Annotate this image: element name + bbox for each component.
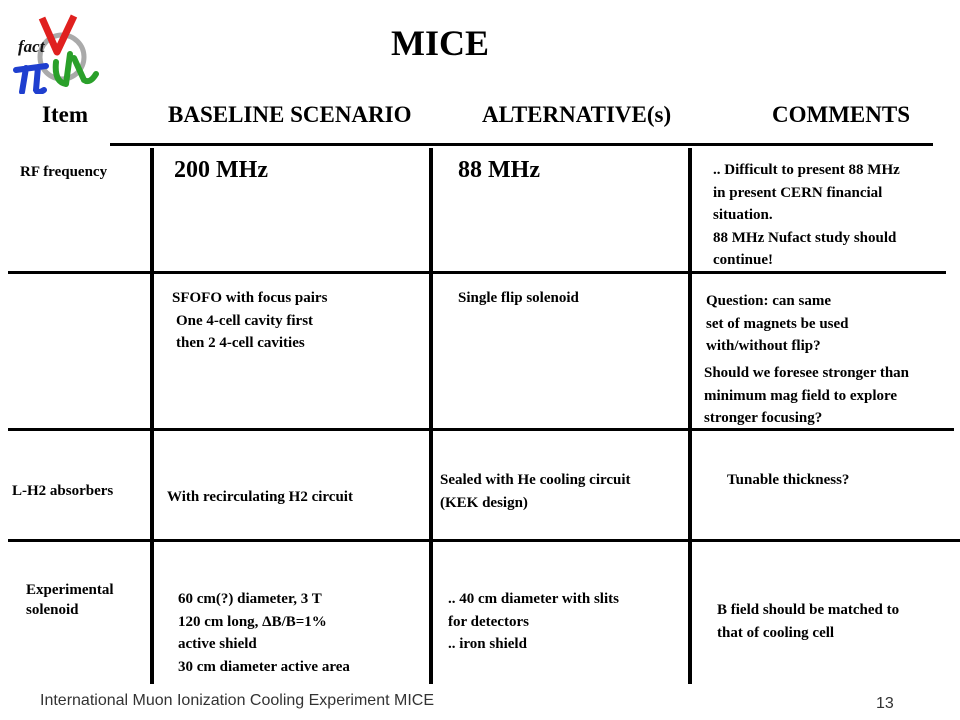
absorbers-baseline: With recirculating H2 circuit	[167, 489, 353, 505]
absorbers-alternative-line: (KEK design)	[440, 494, 528, 511]
column-divider-1	[150, 148, 154, 684]
rf-comment-line: in present CERN financial	[713, 184, 883, 201]
page-number: 13	[876, 695, 894, 712]
header-divider	[110, 143, 933, 146]
row-label-rf-frequency: RF frequency	[20, 164, 108, 180]
rf-baseline-value: 200 MHz	[174, 157, 268, 183]
header-alternative: ALTERNATIVE(s)	[482, 102, 672, 127]
solenoid-baseline-line: 30 cm diameter active area	[178, 658, 350, 675]
rf-comment-line: continue!	[713, 252, 773, 268]
optics-baseline	[172, 287, 327, 355]
header-item: Item	[42, 102, 88, 127]
optics-baseline-line: then 2 4-cell cavities	[176, 335, 305, 351]
header-comments: COMMENTS	[772, 102, 910, 127]
optics-alternative: Single flip solenoid	[458, 290, 579, 306]
optics-baseline-line: One 4-cell cavity first	[176, 312, 314, 329]
solenoid-baseline-line: 60 cm(?) diameter, 3 T	[178, 591, 322, 607]
logo-text: fact	[18, 37, 45, 56]
rf-comment-line: situation.	[713, 207, 773, 223]
row-label-solenoid	[26, 580, 114, 620]
rf-comments	[713, 159, 900, 272]
optics-comment-line: Question: can same	[706, 293, 831, 309]
solenoid-alternative-line: .. 40 cm diameter with slits	[448, 591, 619, 607]
optics-comment-line: set of magnets be used	[706, 315, 849, 332]
optics-comment-line: with/without flip?	[706, 338, 821, 354]
solenoid-comment-line: B field should be matched to	[717, 602, 900, 618]
absorbers-comments: Tunable thickness?	[727, 472, 850, 488]
solenoid-alternative-line: .. iron shield	[448, 636, 527, 652]
solenoid-comment-line: that of cooling cell	[717, 624, 835, 641]
absorbers-alternative-line: Sealed with He cooling circuit	[440, 472, 631, 488]
solenoid-comments	[717, 599, 899, 644]
column-divider-2	[429, 148, 433, 684]
rf-comment-line: 88 MHz Nufact study should	[713, 229, 897, 246]
page-title: MICE	[391, 23, 489, 63]
rf-comment-line: .. Difficult to present 88 MHz	[713, 162, 900, 178]
solenoid-baseline	[178, 588, 350, 678]
solenoid-alternative	[448, 588, 619, 656]
footer-text: International Muon Ionization Cooling Experiment MICE	[40, 692, 434, 709]
solenoid-alternative-line: for detectors	[448, 613, 529, 630]
optics-comments-focusing	[704, 362, 909, 430]
optics-comment-line: stronger focusing?	[704, 410, 823, 426]
rf-alternative-value: 88 MHz	[458, 157, 540, 183]
row-label-line: solenoid	[26, 602, 79, 618]
absorbers-alternative	[440, 469, 631, 514]
row-label-absorbers: L-H2 absorbers	[12, 483, 114, 499]
solenoid-baseline-line: active shield	[178, 636, 257, 652]
row-label-line: Experimental	[26, 582, 114, 598]
header-baseline: BASELINE SCENARIO	[168, 102, 412, 127]
optics-comment-line: Should we foresee stronger than	[704, 365, 910, 381]
optics-comments-question	[706, 290, 849, 358]
optics-baseline-line: SFOFO with focus pairs	[172, 290, 328, 306]
column-divider-3	[688, 148, 692, 684]
optics-comment-line: minimum mag field to explore	[704, 387, 898, 404]
solenoid-baseline-line: 120 cm long, ΔB/B=1%	[178, 613, 327, 630]
